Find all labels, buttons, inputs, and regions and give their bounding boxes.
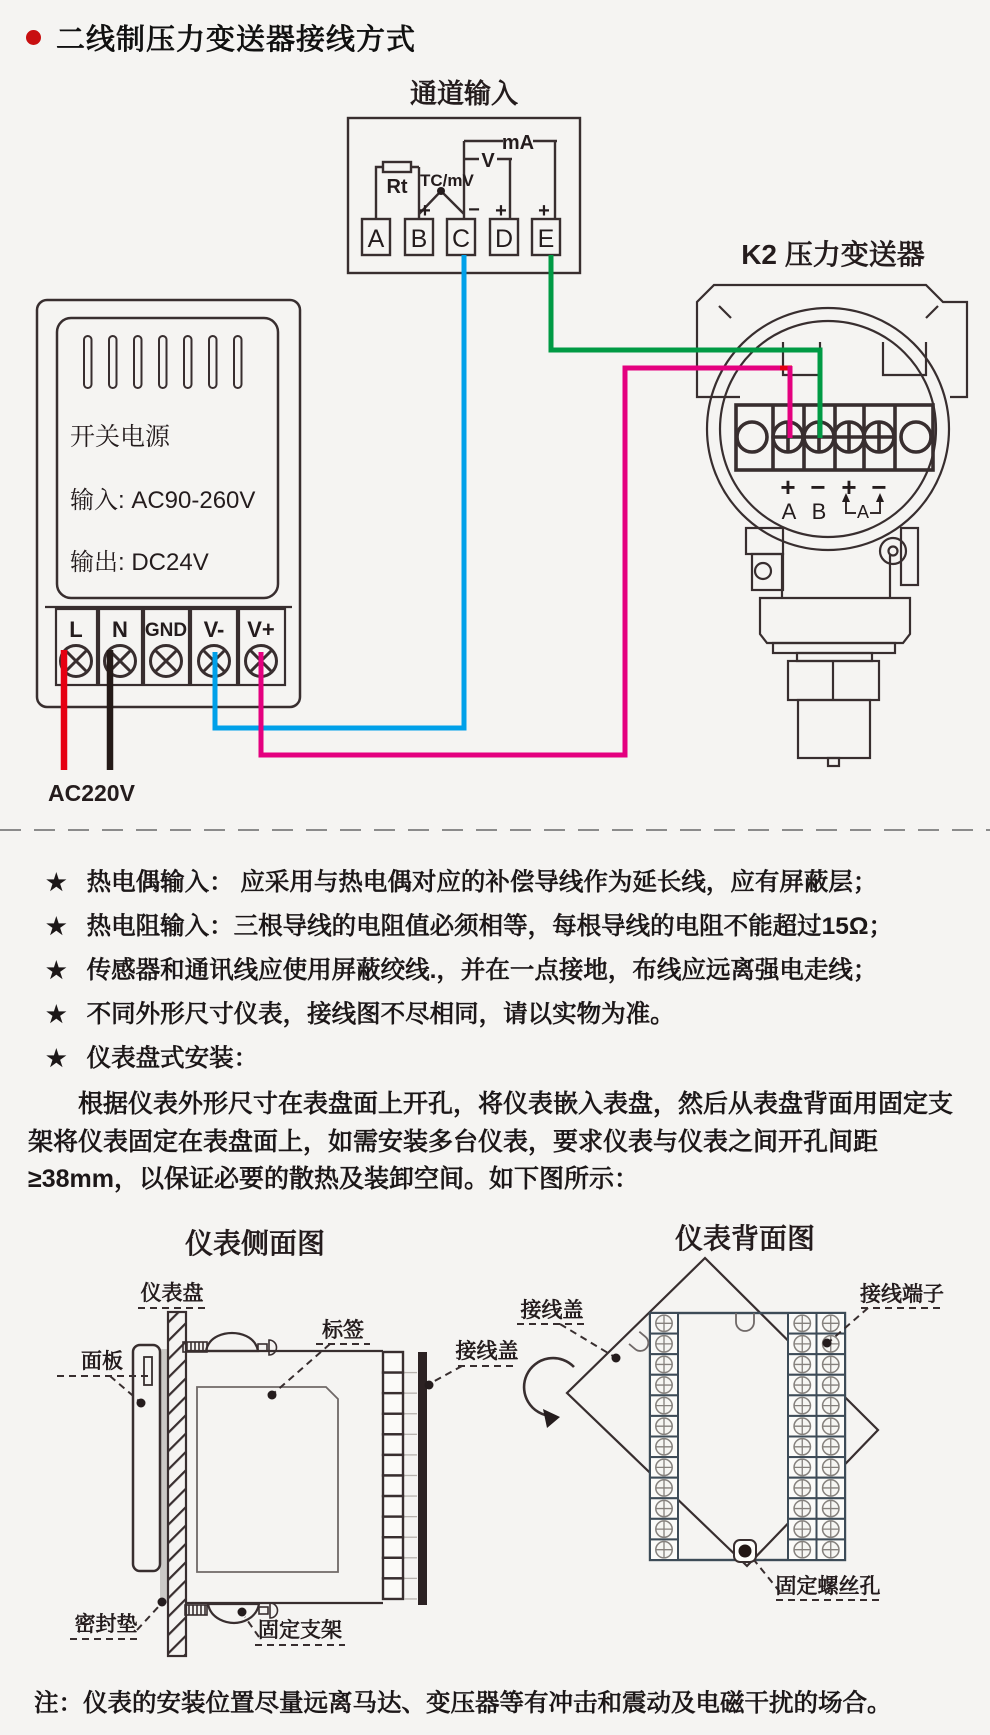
plus-e: + [538,200,550,222]
fixing-screw-head [739,1545,752,1558]
thin-neck [797,653,872,661]
note-text: 仪表盘式安装： [86,1045,259,1072]
psu-output: 输出: DC24V [70,549,209,576]
star-icon: ★ [46,957,67,983]
cap-tick-right [926,306,938,318]
front-bezel [133,1345,160,1571]
wire-signal-green [551,255,820,438]
install-paragraph: 根据仪表外形尺寸在表盘面上开孔，将仪表嵌入表盘，然后从表盘背面用固定支架将仪表固定在表盘面上，如需安装多台仪表，要求仪表与仪表之间开孔间距≥38mm，以保证必要的散热及装卸空间。如下图所示： [28,1090,954,1193]
terminal-C-label: C [451,225,471,253]
spacer-plate [773,643,895,653]
strip-hole-left [737,422,767,452]
psu-terminal-vplus: V+ [247,617,275,642]
instrument-back-view [517,1223,945,1600]
rt-resistor [383,162,411,172]
back-cover-label: 接线盖 [520,1299,584,1322]
back-view-title: 仪表背面图 [674,1224,816,1255]
star-icon: ★ [46,869,67,895]
tc-mv-label: TC/mV [420,171,474,190]
bracket-label: 固定支架 [258,1619,342,1642]
gasket-label: 密封垫 [74,1613,138,1636]
label-area [197,1387,338,1572]
terminal-block-label: 接线端子 [860,1283,944,1306]
letter-a: A [781,499,797,524]
ma-label: mA [501,132,535,154]
leader-dot-backcover [612,1354,621,1363]
sign-minus-2: − [871,472,887,502]
plus-d: + [495,200,507,222]
cover-notch [629,1332,652,1355]
footer-note: 注：仪表的安装位置尽量远离马达、变压器等有冲击和震动及电磁干扰的场合。 [34,1690,892,1717]
page-title: 二线制压力变送器接线方式 [56,24,417,56]
note-text: 传感器和通讯线应使用屏蔽绞线.，并在一点接地，布线应远离强电走线； [86,957,878,984]
leader-dot-gasket [158,1598,167,1607]
psu-terminal-gnd: GND [144,620,188,641]
terminal-E-label: E [537,225,555,253]
panel-board-label: 仪表盘 [140,1282,204,1305]
notes-list [46,869,976,1089]
letter-b: B [811,499,827,524]
note-item [46,913,976,940]
psu-vents [84,336,242,388]
leader-dot-tag [268,1391,277,1400]
note-text: 热电阻输入：三根导线的电阻值必须相等，每根导线的电阻不能超过15Ω； [86,913,894,940]
terminal-A-label: A [367,225,385,253]
channel-input-labels [368,132,555,253]
terminal-D-label: D [494,225,514,253]
front-panel-label: 面板 [81,1350,123,1373]
left-tab [752,554,783,590]
star-icon: ★ [46,913,67,939]
power-supply-labels [48,423,275,806]
bezel-slot [144,1357,152,1385]
rear-cover-bar [418,1352,427,1605]
transmitter-cap [697,285,967,397]
side-view-leaders [57,1308,516,1645]
v-label: V [481,150,495,172]
note-item [46,1045,976,1072]
sensor-cylinder [798,700,870,758]
wiring-cover-label: 接线盖 [455,1340,519,1363]
plus-b: + [419,200,431,222]
psu-screws [61,646,277,677]
pressure-transmitter [697,238,967,766]
pressure-port [828,758,839,766]
tag-label: 标签 [322,1319,364,1342]
channel-input-title: 通道输入 [410,79,518,109]
rt-to-b [411,167,419,219]
transmitter-terminal-strip [736,405,933,470]
strip-hole-right [901,422,931,452]
back-view-leaders [517,1308,945,1600]
top-bracket [183,1333,277,1355]
psu-title: 开关电源 [70,423,171,451]
note-text: 热电偶输入： 应采用与热电偶对应的补偿导线作为延长线，应有屏蔽层； [86,869,878,896]
screw-hole-label: 固定螺丝孔 [775,1575,881,1598]
page-title-row [26,17,416,58]
note-text: 不同外形尺寸仪表，接线图不尽相同，请以实物为准。 [86,1001,675,1028]
note-item [46,957,976,984]
cap-tick-left [719,306,731,318]
housing-outer-circle [707,308,949,550]
title-bullet-icon [26,30,41,45]
mains-label: AC220V [48,780,135,806]
psu-terminal-n: N [112,617,128,642]
psu-input: 输入: AC90-260V [70,487,256,514]
leader-dot-frontpanel [137,1399,146,1408]
top-notch [736,1313,754,1331]
rotate-arrow-head [543,1409,560,1428]
sign-plus-1: + [780,472,796,502]
rt-label: Rt [386,176,408,198]
sign-plus-2: + [841,472,857,502]
loop-a: A [856,502,870,522]
terminal-B-label: B [410,225,428,253]
leader-dot-cover [425,1381,434,1390]
minus-c: − [468,199,480,221]
leader-dot-bracket [238,1608,247,1617]
star-icon: ★ [46,1045,67,1071]
terminal-columns [650,1313,845,1560]
note-item [46,869,976,896]
sign-minus-1: − [810,472,826,502]
rear-terminal-ladder [383,1352,417,1599]
psu-terminal-vminus: V- [203,617,225,642]
side-view-title: 仪表侧面图 [184,1229,326,1260]
instrument-side-view [57,1228,516,1656]
wire-vplus-magenta [261,368,782,755]
transmitter-labels [780,472,886,524]
psu-terminal-l: L [69,617,83,642]
note-item [46,1001,976,1028]
hex-block [760,598,910,643]
panel-wall-hatch [168,1312,186,1656]
body-outline [186,1351,383,1603]
side-view-labels [75,1281,519,1642]
transmitter-title: K2 压力变送器 [741,239,925,270]
rotate-arrow-arc [524,1358,574,1416]
neck-sides [782,554,890,598]
star-icon: ★ [46,1001,67,1027]
rt-lead [376,167,383,219]
leader-dot-terminals [823,1339,832,1348]
left-tab-hole [755,563,771,579]
right-hinge-plate [901,528,918,585]
